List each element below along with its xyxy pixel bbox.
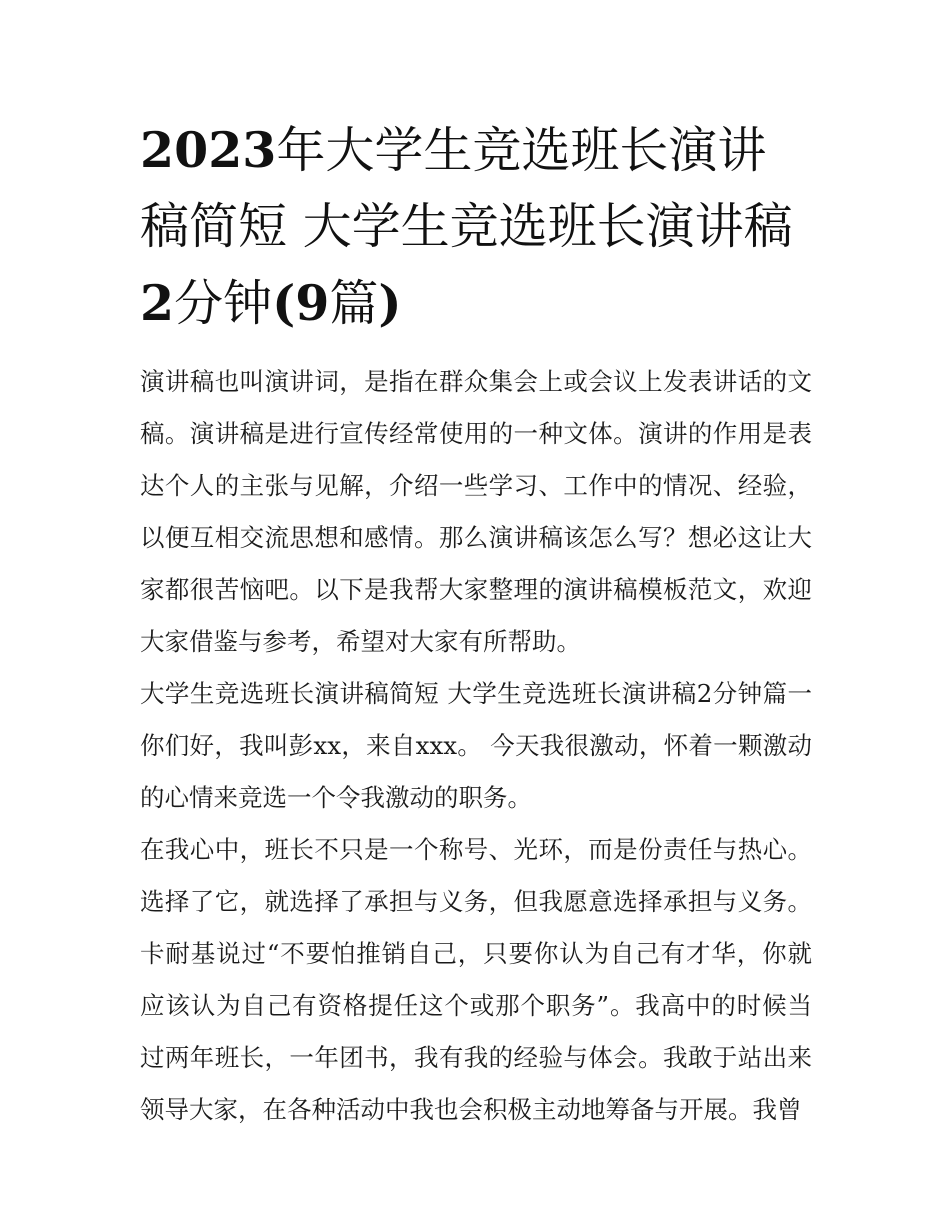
intro-paragraph: 演讲稿也叫演讲词，是指在群众集会上或会议上发表讲话的文稿。演讲稿是进行宣传经常使用的一种文体。演讲的作用是表达个人的主张与见解，介绍一些学习、工作中的情况、经验，以便互相交流思想和感情。那么演讲稿该怎么写？想必这让大家都很苦恼吧。以下是我帮大家整理的演讲稿模板范文，欢迎大家借鉴与参考，希望对大家有所帮助。: [140, 367, 812, 656]
document-body: [140, 356, 812, 1136]
document-title: 2023年大学生竞选班长演讲稿简短 大学生竞选班长演讲稿2分钟(9篇): [140, 121, 793, 332]
document-page: [140, 112, 812, 1136]
class-monitor-paragraph: 在我心中，班长不只是一个称号、光环，而是份责任与热心。选择了它，就选择了承担与义务，但我愿意选择承担与义务。卡耐基说过“不要怕推销自己，只要你认为自己有才华，你就应该认为自己有资格提任这个或那个职务”。我高中的时候当过两年班长，一年团书，我有我的经验与体会。我敢于站出来领导大家，在各种活动中我也会积极主动地筹备与开展。我曾: [140, 835, 812, 1124]
section-one-paragraph: 大学生竞选班长演讲稿简短 大学生竞选班长演讲稿2分钟篇一 你们好，我叫彭xx，来自xxx。 今天我很激动，怀着一颗激动的心情来竞选一个令我激动的职务。: [140, 679, 812, 812]
